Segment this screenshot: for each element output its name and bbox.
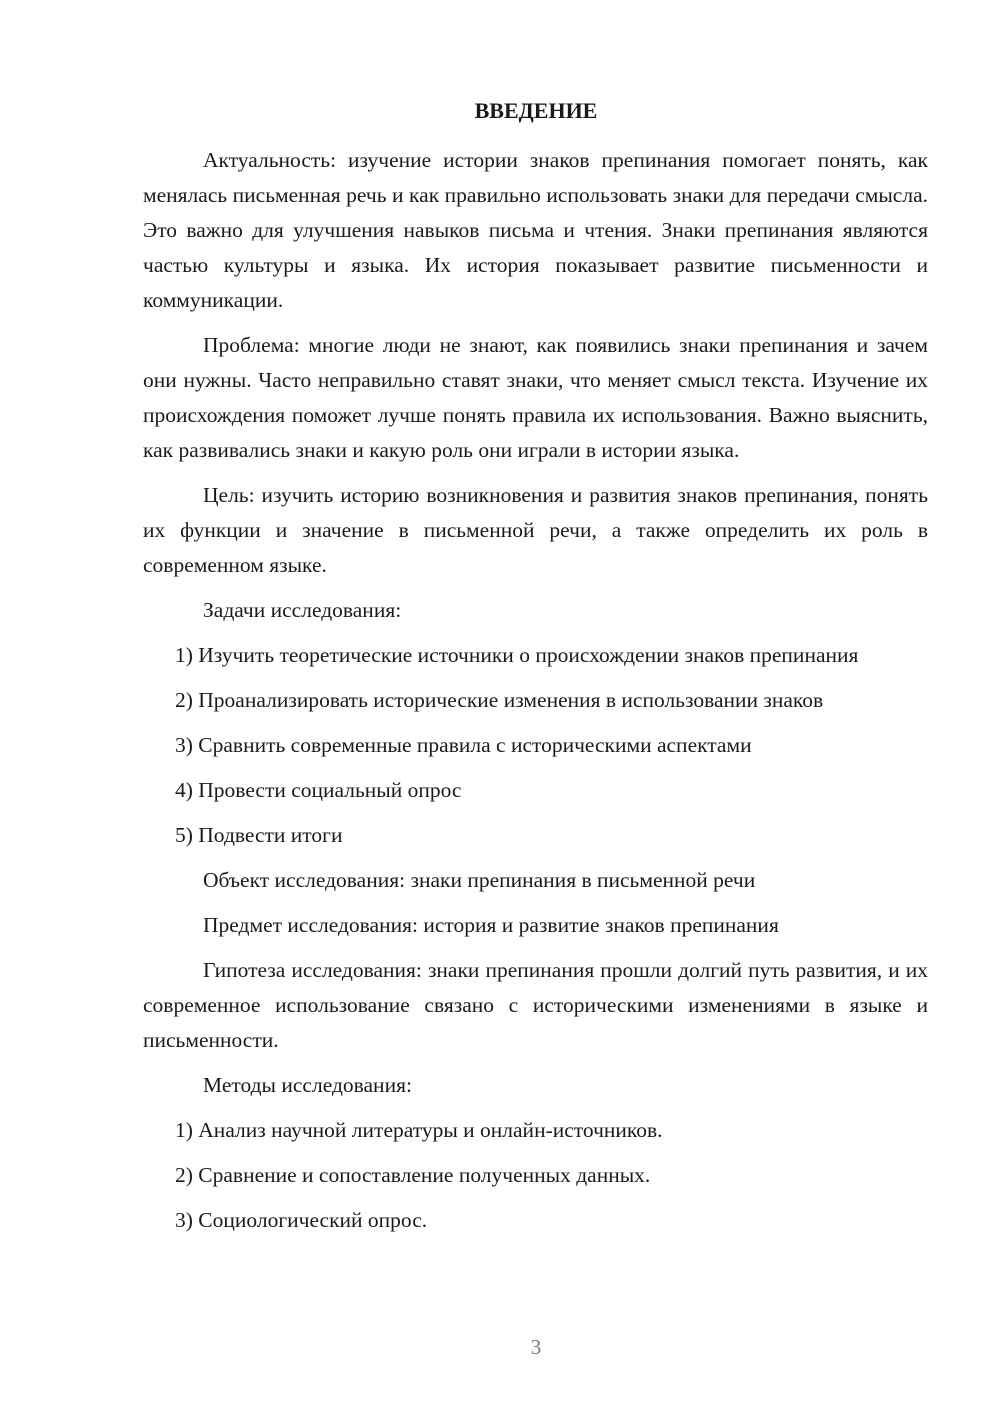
method-item: 2) Сравнение и сопоставление полученных данных.	[175, 1163, 651, 1187]
task-item: 1) Изучить теоретические источники о происхождении знаков препинания	[175, 643, 859, 667]
methods-heading: Методы исследования:	[203, 1073, 412, 1097]
problem-paragraph: Проблема: многие люди не знают, как появились знаки препинания и зачем они нужны. Часто неправильно ставят знаки, что меняет смысл текста. Изучение их происхождения поможет лучше понять правила их использования. Важно выяснить, как развивались знаки и какую роль они играли в истории языка.	[143, 333, 928, 462]
task-item: 4) Провести социальный опрос	[175, 778, 462, 802]
task-item: 3) Сравнить современные правила с историческими аспектами	[175, 733, 752, 757]
method-item: 1) Анализ научной литературы и онлайн-источников.	[175, 1118, 663, 1142]
tasks-heading: Задачи исследования:	[203, 598, 402, 622]
method-item: 3) Социологический опрос.	[175, 1208, 428, 1232]
hypothesis-paragraph: Гипотеза исследования: знаки препинания прошли долгий путь развития, и их современное использование связано с историческими изменениями в языке и письменности.	[143, 958, 928, 1052]
page-number: 3	[530, 1335, 542, 1359]
page-title: ВВЕДЕНИЕ	[474, 98, 598, 123]
document-body	[143, 143, 928, 1248]
object-paragraph: Объект исследования: знаки препинания в письменной речи	[203, 868, 756, 892]
goal-paragraph: Цель: изучить историю возникновения и развития знаков препинания, понять их функции и значение в письменной речи, а также определить их роль в современном языке.	[143, 483, 928, 577]
relevance-paragraph: Актуальность: изучение истории знаков препинания помогает понять, как менялась письменная речь и как правильно использовать знаки для передачи смысла. Это важно для улучшения навыков письма и чтения. Знаки препинания являются частью культуры и языка. Их история показывает развитие письменности и коммуникации.	[143, 148, 928, 312]
task-item: 2) Проанализировать исторические изменения в использовании знаков	[175, 688, 824, 712]
subject-paragraph: Предмет исследования: история и развитие знаков препинания	[203, 913, 779, 937]
task-item: 5) Подвести итоги	[175, 823, 343, 847]
